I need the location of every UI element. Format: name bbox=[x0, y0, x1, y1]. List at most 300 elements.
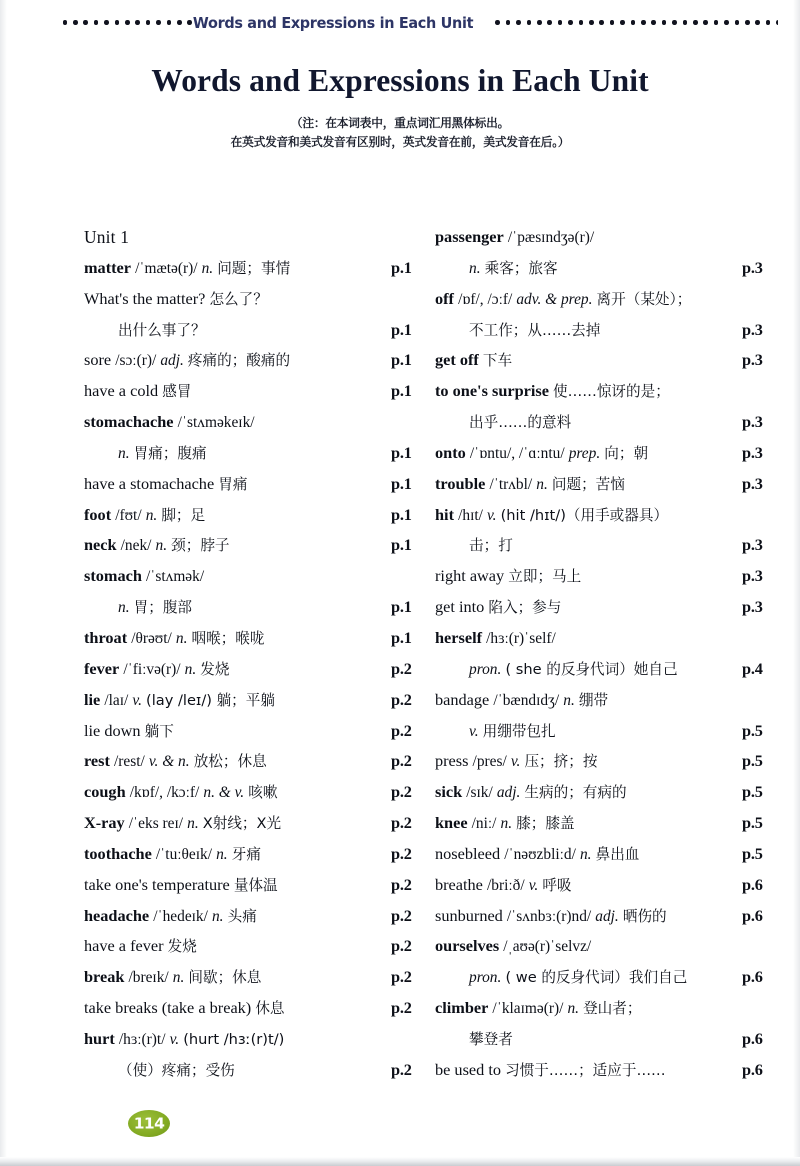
word-entry-text bbox=[435, 845, 736, 863]
word-entry-text bbox=[84, 937, 385, 954]
entry-part-of-speech: n. bbox=[469, 259, 481, 277]
word-entry-text bbox=[84, 351, 385, 369]
entry-gloss: 出乎……的意料 bbox=[469, 414, 572, 432]
entry-page-ref: p.3 bbox=[742, 473, 763, 493]
entry-part-of-speech: n. & v. bbox=[203, 784, 245, 802]
entry-page-ref: p.2 bbox=[391, 1059, 412, 1079]
word-entry-text bbox=[435, 999, 736, 1017]
word-entry-text bbox=[84, 382, 385, 399]
header-dot bbox=[620, 20, 625, 25]
entry-gloss: 不工作；从……去掉 bbox=[469, 321, 601, 339]
entry-gloss: 离开（某处）； bbox=[596, 290, 692, 308]
header-dot bbox=[83, 20, 88, 25]
word-entry bbox=[84, 321, 425, 352]
entry-headword: foot bbox=[84, 504, 112, 524]
word-entry bbox=[435, 722, 776, 753]
word-entry bbox=[435, 999, 776, 1030]
entry-phonetic: /hɜː(r)ˈself/ bbox=[486, 629, 556, 647]
word-entry bbox=[435, 660, 776, 691]
entry-phonetic: /hɜː(r)t/ bbox=[118, 1030, 166, 1048]
word-entry-text bbox=[84, 660, 385, 678]
entry-gloss: 乘客；旅客 bbox=[484, 259, 558, 277]
word-entry-text bbox=[84, 536, 385, 554]
entry-part-of-speech: n. bbox=[216, 845, 228, 863]
word-entry-text bbox=[435, 752, 736, 770]
entry-page-ref: p.3 bbox=[742, 350, 763, 370]
entry-part-of-speech: adj. bbox=[595, 907, 619, 925]
word-entry-text bbox=[84, 999, 385, 1016]
entry-gloss: (hit /hɪt/)（用手或器具） bbox=[500, 506, 669, 524]
header-dot bbox=[547, 20, 552, 25]
word-entry-text bbox=[435, 660, 736, 678]
entry-headword: sick bbox=[435, 782, 463, 802]
unit-heading-row bbox=[84, 228, 425, 259]
word-entry bbox=[435, 691, 776, 722]
header-dot bbox=[745, 20, 750, 25]
word-entry bbox=[84, 444, 425, 475]
word-entry bbox=[435, 1030, 776, 1061]
entry-page-ref: p.2 bbox=[391, 874, 412, 894]
word-entry bbox=[84, 351, 425, 382]
entry-phonetic: /kɒf/, /kɔːf/ bbox=[129, 784, 200, 802]
entry-part-of-speech: n. bbox=[567, 1000, 579, 1018]
entry-headword: X-ray bbox=[84, 813, 125, 833]
word-entry bbox=[84, 1030, 425, 1061]
entry-phonetic: /ɒf/, /ɔːf/ bbox=[458, 290, 513, 308]
entry-gloss: 头痛 bbox=[227, 907, 257, 925]
entry-phonetic: /ˈstʌməkeɪk/ bbox=[177, 414, 255, 432]
entry-gloss: 陷入；参与 bbox=[488, 599, 562, 617]
header-dot bbox=[63, 20, 68, 25]
word-entry-text bbox=[84, 752, 385, 770]
entry-headword: hurt bbox=[84, 1028, 115, 1048]
word-entry-text bbox=[84, 629, 385, 647]
entry-headword: get into bbox=[435, 597, 485, 617]
entry-headword: herself bbox=[435, 627, 483, 647]
entry-headword: cough bbox=[84, 782, 126, 802]
entry-part-of-speech: pron. bbox=[469, 969, 502, 987]
word-entry bbox=[435, 629, 776, 660]
entry-part-of-speech: n. bbox=[211, 907, 224, 925]
header-dot bbox=[766, 20, 771, 25]
entry-headword: matter bbox=[84, 257, 131, 277]
entry-part-of-speech: n. bbox=[201, 259, 214, 277]
word-entry bbox=[84, 814, 425, 845]
entry-phonetic: /sɪk/ bbox=[466, 784, 493, 802]
entry-page-ref: p.6 bbox=[742, 905, 763, 925]
word-entry bbox=[84, 876, 425, 907]
word-entry-text bbox=[435, 968, 736, 986]
entry-gloss: 问题；苦恼 bbox=[551, 475, 625, 493]
word-entry bbox=[84, 691, 425, 722]
word-entry bbox=[84, 506, 425, 537]
word-entry bbox=[435, 1061, 776, 1092]
entry-phonetic: /ˈhedeɪk/ bbox=[153, 907, 208, 925]
entry-page-ref: p.2 bbox=[391, 905, 412, 925]
word-entry bbox=[435, 475, 776, 506]
word-entry-text bbox=[435, 228, 736, 246]
header-dot bbox=[599, 20, 604, 25]
header-dot bbox=[724, 20, 729, 25]
entry-gloss: 用绷带包扎 bbox=[482, 722, 556, 740]
word-entry bbox=[84, 968, 425, 999]
entry-page-ref: p.5 bbox=[742, 813, 763, 833]
entry-part-of-speech: n. bbox=[118, 444, 130, 462]
folio-oval bbox=[128, 1110, 170, 1137]
word-entry-text bbox=[435, 783, 736, 801]
header-dots-right bbox=[495, 12, 778, 34]
word-list-left-column bbox=[84, 228, 425, 1092]
entry-headword: climber bbox=[435, 998, 489, 1018]
word-entry bbox=[84, 413, 425, 444]
word-entry-text bbox=[435, 321, 736, 338]
entry-headword: be used to bbox=[435, 1059, 502, 1079]
entry-gloss: 习惯于……；适应于…… bbox=[505, 1061, 666, 1079]
entry-headword: lie bbox=[84, 689, 101, 709]
entry-page-ref: p.2 bbox=[391, 782, 412, 802]
entry-headword: sunburned bbox=[435, 905, 503, 925]
header-dot bbox=[104, 20, 109, 25]
entry-phonetic: /ˈklaɪmə(r)/ bbox=[492, 1000, 564, 1018]
entry-gloss: 出什么事了？ bbox=[118, 321, 206, 339]
entry-phonetic: /pres/ bbox=[472, 753, 507, 771]
entry-headword: ourselves bbox=[435, 936, 500, 956]
entry-part-of-speech: n. bbox=[500, 815, 513, 833]
word-entry bbox=[84, 629, 425, 660]
header-dot bbox=[755, 20, 760, 25]
word-entry bbox=[84, 475, 425, 506]
entry-headword: break bbox=[84, 967, 125, 987]
entry-headword: breathe bbox=[435, 874, 483, 894]
header-dot bbox=[735, 20, 740, 25]
entry-phonetic: /θrəʊt/ bbox=[131, 629, 172, 647]
header-dot bbox=[641, 20, 646, 25]
entry-page-ref: p.3 bbox=[742, 597, 763, 617]
word-entry bbox=[84, 907, 425, 938]
entry-gloss: （使）疼痛；受伤 bbox=[118, 1061, 235, 1079]
entry-page-ref: p.6 bbox=[742, 1028, 763, 1048]
page-bottom-edge bbox=[0, 1157, 800, 1166]
entry-gloss: 脚；足 bbox=[161, 506, 206, 524]
word-entry-text bbox=[435, 722, 736, 740]
header-dot bbox=[156, 20, 161, 25]
entry-phonetic: /briːð/ bbox=[486, 876, 525, 894]
word-entry bbox=[84, 722, 425, 753]
entry-gloss: 咽喉；喉咙 bbox=[191, 629, 265, 647]
entry-gloss: 胃；腹部 bbox=[133, 599, 193, 617]
entry-page-ref: p.1 bbox=[391, 381, 412, 401]
entry-gloss: 休息 bbox=[255, 1000, 285, 1018]
header-dot bbox=[115, 20, 120, 25]
entry-page-ref: p.1 bbox=[391, 442, 412, 462]
entry-part-of-speech: n. bbox=[536, 475, 548, 493]
entry-phonetic: /ˌaʊə(r)ˈselvz/ bbox=[503, 938, 592, 956]
word-entry bbox=[84, 660, 425, 691]
word-entry-text bbox=[84, 290, 385, 307]
entry-part-of-speech: v. bbox=[132, 691, 142, 709]
entry-headword: throat bbox=[84, 627, 128, 647]
word-entry-text bbox=[84, 475, 385, 492]
entry-page-ref: p.6 bbox=[742, 967, 763, 987]
entry-page-ref: p.1 bbox=[391, 597, 412, 617]
word-entry-text bbox=[84, 598, 385, 616]
entry-part-of-speech: n. bbox=[563, 691, 575, 709]
entry-headword: lie down bbox=[84, 720, 141, 740]
word-entry bbox=[435, 876, 776, 907]
title-note-line-2: 在英式发音和美式发音有区别时，英式发音在前，美式发音在后。） bbox=[230, 134, 570, 149]
word-entry bbox=[435, 968, 776, 999]
entry-gloss: 下车 bbox=[482, 352, 513, 370]
entry-phonetic: /laɪ/ bbox=[104, 691, 129, 709]
word-entry bbox=[435, 228, 776, 259]
title-note-line-1: （注：在本词表中，重点词汇用黑体标出。 bbox=[290, 115, 510, 130]
entry-phonetic: /ˈbændɪdʒ/ bbox=[493, 691, 560, 709]
word-entry-text bbox=[435, 290, 736, 308]
running-header-title: Words and Expressions in Each Unit bbox=[192, 14, 474, 32]
entry-headword: off bbox=[435, 288, 454, 308]
word-entry-text bbox=[435, 629, 736, 647]
entry-page-ref: p.2 bbox=[391, 998, 412, 1018]
entry-page-ref: p.1 bbox=[391, 350, 412, 370]
entry-phonetic: /fʊt/ bbox=[115, 506, 142, 524]
header-dot bbox=[558, 20, 563, 25]
header-dot bbox=[776, 20, 778, 25]
entry-gloss: 问题；事情 bbox=[217, 259, 291, 277]
entry-page-ref: p.1 bbox=[391, 627, 412, 647]
entry-gloss: (hurt /hɜː(r)t/) bbox=[183, 1030, 285, 1048]
word-entry bbox=[435, 845, 776, 876]
word-entry-text bbox=[435, 382, 736, 399]
entry-gloss: 击；打 bbox=[469, 537, 513, 555]
entry-headword: stomachache bbox=[84, 412, 174, 432]
word-entry-text bbox=[435, 444, 736, 462]
entry-phonetic: /ˈɒntu/, /ˈɑːntu/ bbox=[469, 444, 565, 462]
word-list bbox=[0, 228, 800, 1092]
entry-phonetic: /ˈtrʌbl/ bbox=[489, 475, 533, 493]
entry-part-of-speech: n. bbox=[172, 969, 185, 987]
word-entry bbox=[84, 1061, 425, 1092]
word-entry-text bbox=[84, 506, 385, 524]
word-entry bbox=[435, 814, 776, 845]
entry-page-ref: p.1 bbox=[391, 473, 412, 493]
entry-phonetic: /ˈtuːθeɪk/ bbox=[155, 845, 213, 863]
entry-headword: have a cold bbox=[84, 381, 159, 401]
entry-page-ref: p.1 bbox=[391, 319, 412, 339]
folio-number: 114 bbox=[133, 1114, 165, 1132]
entry-phonetic: /ˈeks reɪ/ bbox=[128, 815, 184, 833]
word-entry bbox=[435, 752, 776, 783]
entry-page-ref: p.1 bbox=[391, 535, 412, 555]
header-dot bbox=[589, 20, 594, 25]
word-entry bbox=[84, 845, 425, 876]
header-dot bbox=[516, 20, 521, 25]
entry-part-of-speech: v. bbox=[486, 506, 497, 524]
word-entry-text bbox=[84, 259, 385, 277]
word-entry bbox=[435, 783, 776, 814]
entry-gloss: 膝；膝盖 bbox=[516, 815, 575, 833]
header-dot bbox=[651, 20, 656, 25]
entry-headword: press bbox=[435, 751, 469, 771]
word-entry-text bbox=[435, 413, 736, 430]
header-dot bbox=[527, 20, 532, 25]
entry-page-ref: p.5 bbox=[742, 843, 763, 863]
word-entry-text bbox=[435, 259, 736, 277]
entry-page-ref: p.1 bbox=[391, 504, 412, 524]
entry-headword: right away bbox=[435, 566, 505, 586]
word-entry-text bbox=[435, 876, 736, 894]
word-entry-text bbox=[435, 907, 736, 925]
entry-headword: take breaks (take a break) bbox=[84, 998, 252, 1018]
entry-headword: trouble bbox=[435, 473, 486, 493]
word-entry bbox=[435, 567, 776, 598]
entry-gloss: 使……惊讶的是； bbox=[553, 383, 670, 401]
word-entry-text bbox=[84, 876, 385, 893]
entry-page-ref: p.2 bbox=[391, 936, 412, 956]
entry-part-of-speech: v. bbox=[510, 753, 521, 771]
entry-page-ref: p.2 bbox=[391, 751, 412, 771]
word-entry bbox=[84, 567, 425, 598]
entry-part-of-speech: pron. bbox=[469, 660, 502, 678]
entry-page-ref: p.3 bbox=[742, 442, 763, 462]
entry-part-of-speech: v. bbox=[169, 1030, 180, 1048]
header-dot bbox=[662, 20, 667, 25]
entry-headword: sore bbox=[84, 350, 112, 370]
word-entry-text bbox=[435, 536, 736, 553]
entry-gloss: 放松；休息 bbox=[193, 753, 267, 771]
entry-phonetic: /niː/ bbox=[471, 815, 497, 833]
header-dot bbox=[683, 20, 688, 25]
word-entry-text bbox=[84, 845, 385, 863]
header-dot bbox=[167, 20, 172, 25]
entry-gloss: 生病的；有病的 bbox=[524, 784, 627, 802]
entry-phonetic: /hɪt/ bbox=[458, 506, 483, 524]
entry-headword: passenger bbox=[435, 227, 504, 246]
word-entry-text bbox=[84, 907, 385, 925]
entry-phonetic: /sɔː(r)/ bbox=[115, 352, 157, 370]
entry-part-of-speech: n. bbox=[579, 845, 592, 863]
header-dots-left bbox=[42, 12, 192, 34]
header-dot bbox=[610, 20, 615, 25]
word-entry bbox=[435, 351, 776, 382]
word-entry-text bbox=[84, 1030, 385, 1048]
entry-phonetic: /breɪk/ bbox=[128, 969, 169, 987]
header-dot bbox=[579, 20, 584, 25]
entry-part-of-speech: n. bbox=[184, 660, 197, 678]
entry-headword: stomach bbox=[84, 566, 142, 586]
word-entry-text bbox=[435, 1030, 736, 1047]
entry-gloss: 怎么了？ bbox=[209, 290, 268, 308]
entry-page-ref: p.3 bbox=[742, 412, 763, 432]
page-title: Words and Expressions in Each Unit bbox=[151, 63, 649, 98]
entry-gloss: 登山者； bbox=[583, 1000, 642, 1018]
header-dot bbox=[94, 20, 99, 25]
entry-part-of-speech: n. bbox=[155, 537, 168, 555]
header-dot bbox=[693, 20, 698, 25]
entry-page-ref: p.3 bbox=[742, 257, 763, 277]
word-entry bbox=[435, 937, 776, 968]
word-entry-text bbox=[435, 937, 736, 955]
word-entry-text bbox=[435, 814, 736, 832]
entry-part-of-speech: n. bbox=[118, 599, 130, 617]
page-number-badge bbox=[128, 1110, 170, 1137]
entry-gloss: 咳嗽 bbox=[248, 784, 278, 802]
entry-gloss: 绷带 bbox=[578, 691, 609, 709]
entry-headword: fever bbox=[84, 658, 120, 678]
word-entry-text bbox=[435, 691, 736, 709]
word-entry bbox=[435, 259, 776, 290]
header-dot bbox=[135, 20, 140, 25]
entry-gloss: 晒伤的 bbox=[622, 907, 667, 925]
entry-headword: get off bbox=[435, 350, 479, 370]
entry-headword: onto bbox=[435, 442, 466, 462]
entry-part-of-speech: n. bbox=[187, 815, 199, 833]
word-entry bbox=[84, 999, 425, 1030]
word-entry-text bbox=[435, 1061, 736, 1078]
entry-phonetic: /ˈsʌnbɜː(r)nd/ bbox=[506, 907, 592, 925]
word-entry bbox=[435, 321, 776, 352]
entry-gloss: 感冒 bbox=[162, 383, 192, 401]
entry-phonetic: /ˈstʌmək/ bbox=[145, 568, 205, 586]
entry-headword: to one's surprise bbox=[435, 381, 549, 401]
entry-gloss: (lay /leɪ/) 躺；平躺 bbox=[146, 691, 275, 709]
entry-headword: hit bbox=[435, 504, 455, 524]
header-dot bbox=[73, 20, 78, 25]
entry-gloss: 胃痛 bbox=[218, 475, 248, 493]
word-entry bbox=[435, 290, 776, 321]
word-entry-text bbox=[435, 598, 736, 615]
entry-headword: rest bbox=[84, 751, 110, 771]
entry-page-ref: p.5 bbox=[742, 782, 763, 802]
entry-part-of-speech: v. bbox=[528, 876, 539, 894]
entry-gloss: 牙痛 bbox=[231, 845, 261, 863]
entry-page-ref: p.3 bbox=[742, 566, 763, 586]
entry-page-ref: p.4 bbox=[742, 658, 763, 678]
entry-phonetic: /ˈnəʊzbliːd/ bbox=[504, 845, 576, 863]
entry-headword: have a stomachache bbox=[84, 473, 215, 493]
entry-page-ref: p.2 bbox=[391, 813, 412, 833]
entry-gloss: 间歇；休息 bbox=[188, 969, 262, 987]
entry-part-of-speech: adv. & prep. bbox=[516, 290, 593, 308]
word-entry bbox=[84, 382, 425, 413]
entry-page-ref: p.2 bbox=[391, 720, 412, 740]
entry-part-of-speech: adj. bbox=[160, 352, 184, 370]
entry-page-ref: p.2 bbox=[391, 967, 412, 987]
entry-phonetic: /ˈpæsɪndʒə(r)/ bbox=[507, 229, 595, 246]
entry-gloss: ( she 的反身代词）她自己 bbox=[505, 660, 678, 678]
word-entry-text bbox=[435, 351, 736, 368]
word-entry-text bbox=[84, 444, 385, 462]
word-entry bbox=[435, 536, 776, 567]
word-entry-text bbox=[84, 783, 385, 801]
entry-gloss: 量体温 bbox=[233, 876, 278, 894]
entry-page-ref: p.3 bbox=[742, 319, 763, 339]
entry-page-ref: p.6 bbox=[742, 1059, 763, 1079]
entry-page-ref: p.1 bbox=[391, 257, 412, 277]
word-entry bbox=[435, 413, 776, 444]
entry-phonetic: /rest/ bbox=[114, 753, 145, 771]
word-list-right-column bbox=[435, 228, 776, 1092]
word-entry bbox=[435, 382, 776, 413]
word-entry-text bbox=[84, 814, 385, 832]
header-dot bbox=[125, 20, 130, 25]
entry-gloss: 呼吸 bbox=[542, 876, 572, 894]
header-dot bbox=[714, 20, 719, 25]
entry-headword: neck bbox=[84, 535, 117, 555]
entry-gloss: 躺下 bbox=[144, 722, 174, 740]
word-entry bbox=[84, 259, 425, 290]
entry-gloss: 疼痛的；酸痛的 bbox=[187, 352, 291, 370]
entry-page-ref: p.6 bbox=[742, 874, 763, 894]
